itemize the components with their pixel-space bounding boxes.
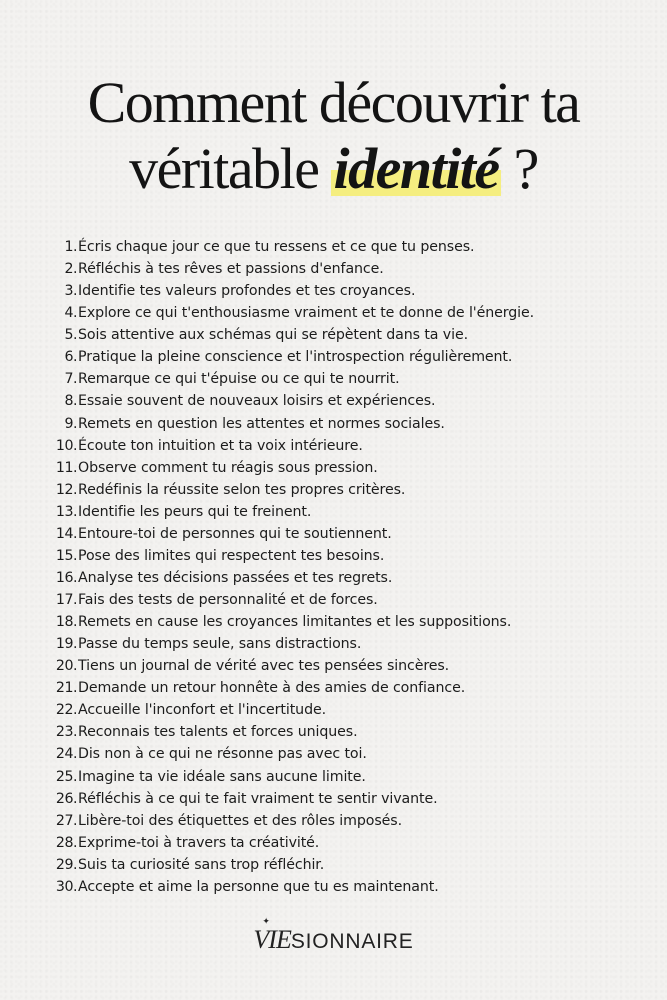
item-text: Sois attentive aux schémas qui se répètent dans ta vie. (78, 327, 468, 344)
page-title (0, 70, 667, 202)
item-text: Fais des tests de personnalité et de forces. (78, 592, 378, 608)
item-text: Tiens un journal de vérité avec tes pensées sincères. (78, 658, 450, 675)
item-text: Imagine ta vie idéale sans aucune limite. (78, 768, 366, 785)
list-item (0, 567, 534, 589)
title-prefix: véritable (129, 136, 332, 201)
item-text: Accueille l'inconfort et l'incertitude. (78, 702, 327, 719)
item-number: 1. (64, 239, 77, 255)
item-number: 3. (64, 283, 77, 300)
item-text: Remarque ce qui t'épuise ou ce qui te nourrit. (78, 371, 400, 388)
item-text: Explore ce qui t'enthousiasme vraiment et te donne de l'énergie. (78, 305, 535, 322)
item-text: Analyse tes décisions passées et tes regrets. (78, 569, 393, 586)
brand-logo (0, 916, 667, 955)
item-number: 9. (64, 415, 77, 432)
item-text: Accepte et aime la personne que tu es maintenant. (78, 878, 439, 895)
item-number: 21. (55, 680, 77, 697)
item-number: 13. (55, 503, 77, 520)
list-item (0, 611, 534, 633)
list-item (0, 832, 534, 854)
item-number: 4. (64, 305, 77, 322)
item-number: 24. (55, 746, 77, 763)
item-number: 7. (64, 371, 77, 388)
item-text: Pose des limites qui respectent tes besoins. (78, 547, 385, 564)
item-text: Remets en question les attentes et normes sociales. (78, 415, 445, 432)
item-text: Demande un retour honnête à des amies de confiance. (78, 680, 466, 697)
item-text: Entoure-toi de personnes qui te soutiennent. (78, 525, 392, 542)
item-number: 22. (55, 702, 77, 719)
list-item (0, 677, 534, 699)
item-number: 17. (55, 592, 77, 608)
list-item (0, 545, 534, 567)
item-text: Exprime-toi à travers ta créativité. (78, 834, 320, 851)
list-item (0, 258, 534, 280)
list-item (0, 346, 534, 368)
list-item (0, 810, 534, 832)
list-item (0, 743, 534, 765)
item-text: Écris chaque jour ce que tu ressens et ce que tu penses. (78, 239, 475, 255)
list-item (0, 280, 534, 302)
item-number: 14. (55, 525, 77, 542)
list-item (0, 413, 534, 435)
item-text: Reconnais tes talents et forces uniques. (78, 724, 358, 741)
item-number: 29. (55, 856, 77, 873)
logo-vie (253, 916, 291, 954)
title-highlight: identité (333, 136, 499, 201)
item-text: Écoute ton intuition et ta voix intérieure. (78, 437, 363, 454)
list-item (0, 721, 534, 743)
item-number: 8. (64, 393, 77, 410)
item-text: Pratique la pleine conscience et l'introspection régulièrement. (78, 349, 513, 366)
item-number: 2. (64, 261, 77, 278)
list-item (0, 854, 534, 876)
list-item (0, 655, 534, 677)
list-item (0, 523, 534, 545)
item-number: 23. (55, 724, 77, 741)
list-item (0, 501, 534, 523)
title-line-2 (0, 136, 667, 202)
item-text: Passe du temps seule, sans distractions. (78, 636, 362, 653)
title-suffix: ? (500, 136, 538, 201)
item-text: Suis ta curiosité sans trop réfléchir. (78, 856, 325, 873)
item-text: Redéfinis la réussite selon tes propres critères. (78, 481, 406, 498)
list-item (0, 766, 534, 788)
item-number: 26. (55, 790, 77, 807)
list-item (0, 479, 534, 501)
item-text: Essaie souvent de nouveaux loisirs et expériences. (78, 393, 436, 410)
item-number: 11. (55, 459, 77, 476)
item-number: 27. (55, 812, 77, 829)
logo-part-2: SIONNAIRE (290, 930, 414, 953)
item-number: 12. (55, 481, 77, 498)
list-item (0, 457, 534, 479)
item-number: 30. (55, 878, 77, 895)
item-number: 19. (55, 636, 77, 653)
item-text: Réfléchis à tes rêves et passions d'enfance. (78, 261, 384, 278)
tips-list (0, 236, 534, 898)
list-item (0, 236, 534, 258)
list-item (0, 435, 534, 457)
list-item (0, 788, 534, 810)
item-text: Dis non à ce qui ne résonne pas avec toi. (78, 746, 367, 763)
item-text: Identifie tes valeurs profondes et tes croyances. (78, 283, 416, 300)
list-item (0, 302, 534, 324)
item-text: Réfléchis à ce qui te fait vraiment te sentir vivante. (78, 790, 438, 807)
item-number: 5. (64, 327, 77, 344)
list-item (0, 876, 534, 898)
star-icon: ✦ (262, 916, 269, 926)
list-item (0, 699, 534, 721)
list-item (0, 390, 534, 412)
list-item (0, 633, 534, 655)
item-number: 20. (55, 658, 77, 675)
list-item (0, 368, 534, 390)
item-number: 25. (55, 768, 77, 785)
item-number: 28. (55, 834, 77, 851)
item-number: 15. (55, 547, 77, 564)
list-item (0, 324, 534, 346)
item-text: Observe comment tu réagis sous pression. (78, 459, 378, 476)
title-line-1: Comment découvrir ta (87, 70, 580, 135)
item-number: 6. (64, 349, 77, 366)
item-text: Libère-toi des étiquettes et des rôles imposés. (78, 812, 402, 829)
logo-part-1: VIE (253, 925, 291, 954)
item-number: 10. (55, 437, 77, 454)
item-number: 18. (55, 614, 77, 631)
item-number: 16. (55, 569, 77, 586)
list-item (0, 589, 534, 611)
item-text: Remets en cause les croyances limitantes et les suppositions. (78, 614, 512, 631)
item-text: Identifie les peurs qui te freinent. (78, 503, 312, 520)
